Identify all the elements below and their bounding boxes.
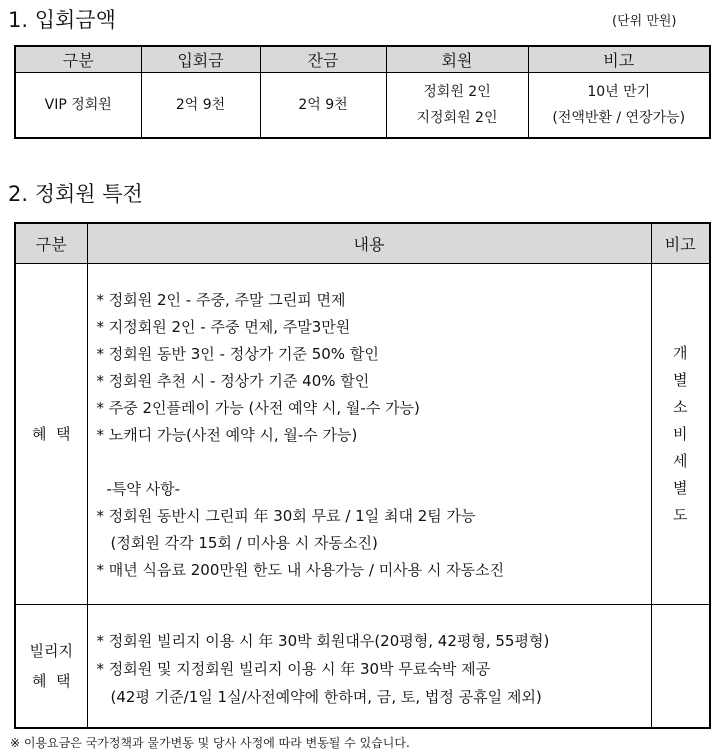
cell-deposit: 2억 9천 [141,73,260,139]
special-terms-title: -특약 사항- [106,480,181,498]
header-type: 구분 [15,46,141,73]
villa-category-line1: 빌리지 [29,641,73,660]
members-line1: 정회원 2인 [423,84,491,100]
note-char: 세 [673,451,688,470]
villa-category [15,605,87,728]
unit-note: (단위 만원) [612,14,677,29]
cell-balance: 2억 9천 [260,73,386,139]
cell-type: VIP 정회원 [15,73,141,139]
list-item: * 정회원 추천 시 - 정상가 기준 40% 할인 [96,372,370,390]
header-deposit: 입회금 [141,46,260,73]
benefits-row [15,264,710,605]
list-item-sub: (정회원 각각 15회 / 미사용 시 자동소진) [110,534,378,552]
list-item: * 지정회원 2인 - 주중 면제, 주말3만원 [96,318,351,336]
list-item: * 매년 식음료 200만원 한도 내 사용가능 / 미사용 시 자동소진 [96,561,505,579]
note-char: 별 [673,370,688,389]
table-row [15,73,710,139]
header-balance: 잔금 [260,46,386,73]
member-benefits-table [14,222,711,729]
cell-members [386,73,528,139]
list-item: * 정회원 동반시 그린피 年 30회 무료 / 1일 최대 2팀 가능 [96,507,476,525]
note-char: 별 [673,478,688,497]
list-item-sub: (42평 기준/1일 1실/사전예약에 한하며, 금, 토, 법정 공휴일 제외) [110,688,542,706]
list-item: * 주중 2인플레이 가능 (사전 예약 시, 월-수 가능) [96,399,420,417]
note-char: 개 [673,343,688,362]
note-char: 소 [673,397,688,416]
villa-category-line2: 혜 택 [31,671,71,690]
members-line2: 지정회원 2인 [416,110,498,126]
villa-row [15,605,710,728]
header-note: 비고 [651,223,710,264]
benefits-category: 혜 택 [15,264,87,605]
list-item: * 정회원 동반 3인 - 정상가 기준 50% 할인 [96,345,379,363]
list-item: * 정회원 및 지정회원 빌리지 이용 시 年 30박 무료숙박 제공 [96,660,491,678]
header-members: 회원 [386,46,528,73]
villa-content [87,605,651,728]
footer-notice: ※ 이용요금은 국가정책과 물가변동 및 당사 사정에 따라 변동될 수 있습니다. [10,736,410,750]
header-type: 구분 [15,223,87,264]
note-char: 도 [673,505,688,524]
table-header-row [15,46,710,73]
separate-cost-note [651,264,710,605]
villa-note [651,605,710,728]
note-line2: (전액반환 / 연장가능) [552,110,686,126]
section2-title: 2. 정회원 특전 [8,182,143,206]
list-item: * 정회원 빌리지 이용 시 年 30박 회원대우(20평형, 42평형, 55평형) [96,632,550,650]
note-char: 비 [673,424,688,443]
membership-fee-table [14,45,711,139]
header-note: 비고 [528,46,710,73]
benefits-content [87,264,651,605]
table-header-row [15,223,710,264]
note-line1: 10년 만기 [587,84,651,100]
section1-title: 1. 입회금액 [8,8,116,32]
list-item: * 노캐디 가능(사전 예약 시, 월-수 가능) [96,426,358,444]
header-content: 내용 [87,223,651,264]
cell-note [528,73,710,139]
list-item: * 정회원 2인 - 주중, 주말 그린피 면제 [96,291,346,309]
